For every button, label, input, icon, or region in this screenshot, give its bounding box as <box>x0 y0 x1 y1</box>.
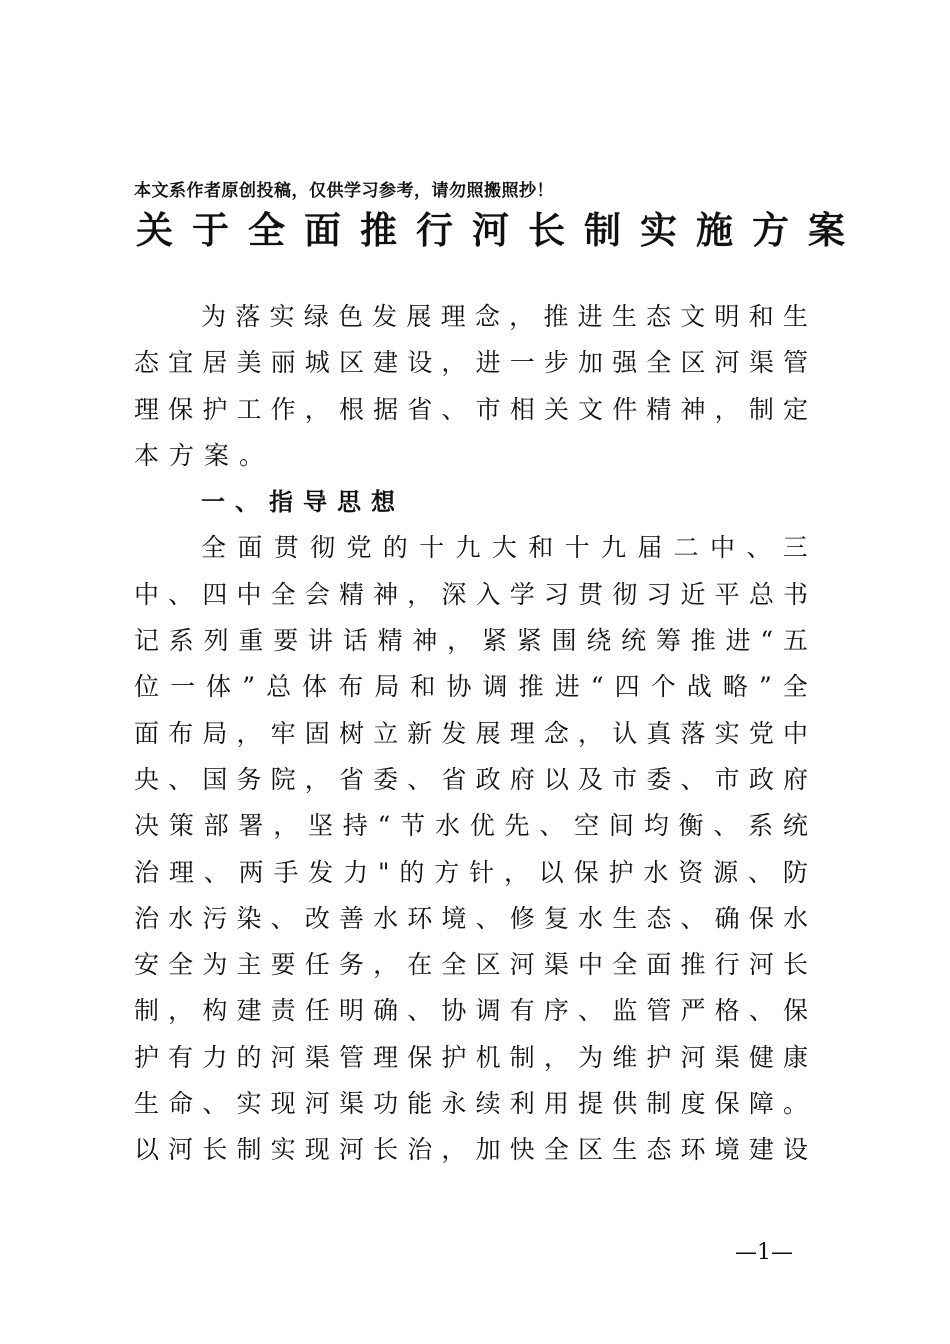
paragraph-line: 治 理 、 两 手 发 力 " 的 方 针 ， 以 保 护 水 资 源 、 防 <box>134 857 808 887</box>
paragraph-line: 安 全 为 主 要 任 务 ， 在 全 区 河 渠 中 全 面 推 行 河 长 <box>134 950 808 980</box>
page-number: —1— <box>735 1240 793 1265</box>
paragraph-line: 全 面 贯 彻 党 的 十 九 大 和 十 九 届 二 中 、 三 <box>201 533 808 563</box>
paragraph-line: 生 命 、 实 现 河 渠 功 能 永 续 利 用 提 供 制 度 保 障 。 <box>134 1089 808 1119</box>
document-title: 关于全面推行河长制实施方案 <box>136 208 864 252</box>
paragraph-line: 央 、 国 务 院 ， 省 委 、 省 政 府 以 及 市 委 、 市 政 府 <box>134 764 808 794</box>
paragraph-line: 理 保 护 工 作 ， 根 据 省 、 市 相 关 文 件 精 神 ， 制 定 <box>134 394 808 424</box>
paragraph-line: 面 布 局 ， 牢 固 树 立 新 发 展 理 念 ， 认 真 落 实 党 中 <box>134 718 808 748</box>
paragraph-line: 记 系 列 重 要 讲 话 精 神 ， 紧 紧 围 绕 统 筹 推 进 “ 五 <box>134 626 808 656</box>
copyright-notice: 本文系作者原创投稿，仅供学习参考，请勿照搬照抄！ <box>134 181 554 201</box>
paragraph-line: 为 落 实 绿 色 发 展 理 念 ， 推 进 生 态 文 明 和 生 <box>201 302 808 331</box>
paragraph-line: 护 有 力 的 河 渠 管 理 保 护 机 制 ， 为 维 护 河 渠 健 康 <box>134 1042 808 1072</box>
paragraph-line: 以 河 长 制 实 现 河 长 治 ， 加 快 全 区 生 态 环 境 建 设 <box>134 1135 808 1165</box>
paragraph-line: 态 宜 居 美 丽 城 区 建 设 ， 进 一 步 加 强 全 区 河 渠 管 <box>134 348 808 378</box>
paragraph-line: 本方案。 <box>134 440 275 470</box>
section-heading: 一、指导思想 <box>201 488 405 517</box>
document-body <box>134 294 824 1174</box>
paragraph-line: 中 、 四 中 全 会 精 神 ， 深 入 学 习 贯 彻 习 近 平 总 书 <box>134 579 808 609</box>
paragraph-line: 位 一 体 ” 总 体 布 局 和 协 调 推 进 “ 四 个 战 略 ” 全 <box>134 672 808 702</box>
paragraph-line: 制 ， 构 建 责 任 明 确 、 协 调 有 序 、 监 管 严 格 、 保 <box>134 996 808 1026</box>
paragraph-line: 决 策 部 署 ， 坚 持 “ 节 水 优 先 、 空 间 均 衡 、 系 统 <box>134 811 808 841</box>
paragraph-line: 治 水 污 染 、 改 善 水 环 境 、 修 复 水 生 态 、 确 保 水 <box>134 903 808 933</box>
